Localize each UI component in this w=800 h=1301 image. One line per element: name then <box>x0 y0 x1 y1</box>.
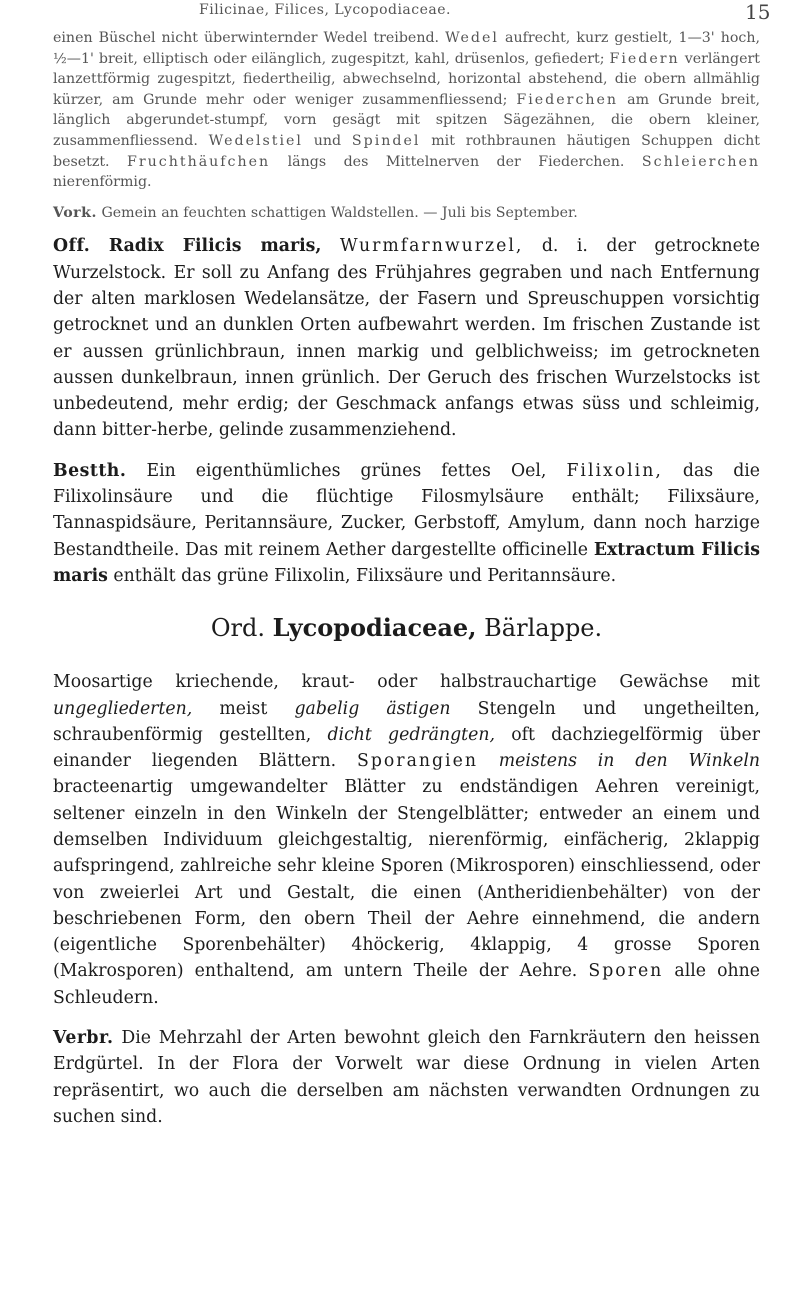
off-paragraph <box>53 233 760 443</box>
verbr-text: Die Mehrzahl der Arten bewohnt gleich den Farnkräutern den heissen Erdgürtel. In der Flora der Vorwelt war diese Ordnung in vielen Arten repräsentirt, wo auch die derselben am nächsten verwandten Ordnungen zu suchen sind. <box>53 1028 760 1127</box>
filixolin-term: Filixolin, <box>566 460 663 481</box>
bestth-text-c: enthält das grüne Filixolin, Filixsäure und Peritannsäure. <box>113 565 617 586</box>
off-label: Off. <box>53 236 91 257</box>
order-desc-t6: alle ohne Schleudern. <box>53 961 760 1008</box>
running-head: Filicinae, Filices, Lycopodiaceae. <box>199 2 451 18</box>
desc-wedel: aufrecht, kurz gestielt, 1—3' hoch, ½—1' breit, elliptisch oder eilänglich, zugespitzt, kahl, drüsenlos, gefiedert; <box>53 30 761 67</box>
label-fruchthaeufchen: Fruchthäufchen <box>127 153 271 170</box>
desc-fruchthaeufchen: längs des Mittelnerven der Fiederchen. <box>287 153 625 170</box>
vork-text: Gemein an feuchten schattigen Waldstellen. — Juli bis September. <box>101 204 578 221</box>
desc-fiedern: verlängert lanzettförmig zugespitzt, fiedertheilig, abwechselnd, horizontal abstehend, die obern allmählig kürzer, am Grunde mehr oder weniger zusammenfliessend; <box>53 50 760 108</box>
vork-label: Vork. <box>53 204 97 221</box>
vork-paragraph <box>53 203 760 224</box>
order-family: Lycopodiaceae, <box>272 613 477 643</box>
desc-spindel: mit rothbraunen häutigen Schuppen dicht besetzt. <box>53 132 760 170</box>
label-fiedern: Fiedern <box>609 50 680 67</box>
label-spindel: Spindel <box>351 132 421 149</box>
verbr-label: Verbr. <box>53 1028 114 1049</box>
order-desc-t2: meist <box>219 698 268 719</box>
order-desc-i1: ungegliederten, <box>53 698 193 719</box>
order-common: Bärlappe. <box>484 614 603 643</box>
bestth-text-a: Ein eigenthümliches grünes fettes Oel, <box>146 460 547 481</box>
order-prefix: Ord. <box>210 614 265 643</box>
order-desc-t1: Moosartige kriechende, kraut- oder halbstrauchartige Gewächse mit <box>53 672 760 693</box>
page-number: 15 <box>745 0 771 24</box>
term-sporen: Sporen <box>588 961 664 982</box>
label-wedelstiel: Wedelstiel <box>208 132 303 149</box>
bestth-paragraph <box>53 458 760 589</box>
order-desc-t4: oft dachziegelförmig über einander liegenden Blättern. <box>53 724 760 772</box>
order-desc-t5: bracteenartig umgewandelter Blätter zu endständigen Aehren vereinigt, seltener einzeln in den Winkeln der Stengelblätter; entweder an einem und demselben Individuum gleichgestaltig, nierenförmig, einfächerig, 2klappig aufspringend, zahlreiche sehr kleine Sporen (Mikrosporen) einschliessend, oder von zweierlei Art und Gestalt, die einen (Antheridienbehälter) von der beschriebenen Form, den obern Theil der Aehre einnehmend, die andern (eigentliche Sporenbehälter) 4höckerig, 4klappig, 4 grosse Sporen (Makrosporen) enthaltend, am untern Theile der Aehre. <box>53 777 760 982</box>
order-description <box>53 669 760 1011</box>
label-wedel: Wedel <box>445 30 499 46</box>
extract-name: Extractum Filicis maris <box>53 539 760 586</box>
verbr-paragraph <box>53 1025 760 1130</box>
desc-intro: einen Büschel nicht überwinternder Wedel treibend. <box>53 30 440 46</box>
species-description <box>53 28 760 193</box>
text-block <box>53 28 760 1130</box>
desc-schleierchen: nierenförmig. <box>53 174 152 191</box>
order-desc-i3: dicht gedrängten, <box>327 724 495 745</box>
bestth-text-b: das die Filixolinsäure und die flüchtige Filosmylsäure enthält; Filixsäure, Tannaspidsäure, Peritannsäure, Zucker, Gerbstoff, Amylum, dann noch harzige Bestandtheile. Das mit reinem Aether dargestellte officinelle <box>53 460 761 560</box>
common-name: Wurmfarnwurzel, <box>339 236 524 257</box>
drug-name: Radix Filicis maris, <box>108 236 322 257</box>
order-heading <box>53 613 760 643</box>
label-schleierchen: Schleierchen <box>641 153 760 170</box>
desc-und: und <box>313 132 342 149</box>
bestth-label: Bestth. <box>53 460 127 481</box>
order-desc-i2: gabelig ästigen <box>294 698 451 719</box>
order-desc-t3: Stengeln und ungetheilten, schraubenförmig gestellten, <box>53 698 760 745</box>
desc-fiederchen: am Grunde breit, länglich abgerundet-stumpf, vorn gesägt mit spitzen Sägezähnen, die obern kleiner, zusammenfliessend. <box>53 91 760 149</box>
label-fiederchen: Fiederchen <box>516 91 619 108</box>
order-desc-i4: meistens in den Winkeln <box>498 751 760 772</box>
off-text: d. i. der getrocknete Wurzelstock. Er soll zu Anfang des Frühjahres gegraben und nach Entfernung der alten marklosen Wedelansätze, der Fasern und Spreuschuppen vorsichtig getrocknet und an dunklen Orten aufbewahrt werden. Im frischen Zustande ist er aussen grünlichbraun, innen markig und gelblichweiss; im getrockneten aussen dunkelbraun, innen grünlich. Der Geruch des frischen Wurzelstocks ist unbedeutend, mehr erdig; der Geschmack anfangs etwas süss und schleimig, dann bitter-herbe, gelinde zusammenziehend. <box>53 236 760 441</box>
term-sporangien: Sporangien <box>357 751 478 772</box>
